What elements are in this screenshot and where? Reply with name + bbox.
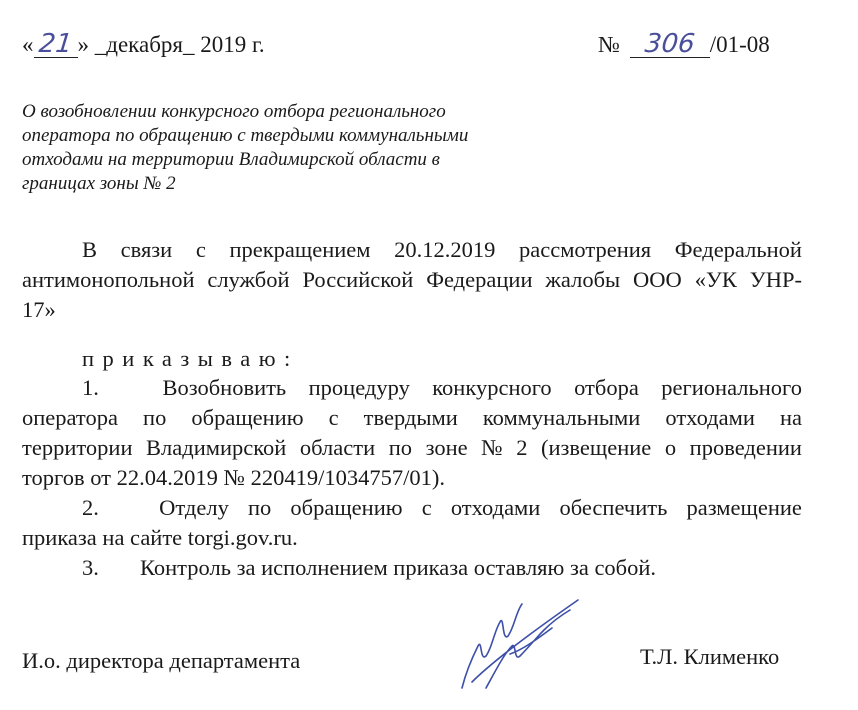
item-1-first-line: 1. Возобновить процедуру конкурсного отбора регионального xyxy=(22,373,802,403)
item-2-first-line: 2. Отделу по обращению с отходами обеспечить размещение xyxy=(22,493,802,523)
preamble-line: В связи с прекращением 20.12.2019 рассмотрения Федеральной xyxy=(82,237,802,262)
preamble-line: антимонопольной службой Российской Федерации жалобы ООО «УК УНР- xyxy=(22,267,802,292)
document-subject xyxy=(22,100,522,196)
date-day-slot xyxy=(34,29,78,59)
signatory-position: И.о. директора департамента xyxy=(22,648,301,673)
number-handwritten: 306 xyxy=(643,29,697,59)
date-close-quote: » _ xyxy=(77,32,107,57)
document-date xyxy=(22,30,265,60)
preamble-paragraph xyxy=(22,235,802,325)
handwritten-signature xyxy=(452,592,582,694)
item-1-last-line: торгов от 22.04.2019 № 220419/1034757/01). xyxy=(22,465,445,490)
subject-line: О возобновлении конкурсного отбора регионального xyxy=(22,101,446,122)
order-items xyxy=(22,373,802,583)
date-month: декабря xyxy=(106,32,183,57)
subject-line: отходами на территории Владимирской области в xyxy=(22,149,440,170)
number-suffix: /01-08 xyxy=(709,32,770,57)
document-number xyxy=(598,30,770,60)
number-sign: № xyxy=(598,32,620,57)
subject-line: границах зоны № 2 xyxy=(22,173,176,194)
date-year: _ 2019 г. xyxy=(182,32,265,57)
item-1-line: оператора по обращению с твердыми коммунальными отходами на xyxy=(22,405,802,430)
item-number: 3. xyxy=(82,555,99,580)
item-2-last-line: приказа на сайте torgi.gov.ru. xyxy=(22,525,298,550)
subject-line: оператора по обращению с твердыми коммунальными xyxy=(22,125,469,146)
date-open-quote: « xyxy=(22,32,34,57)
item-number: 1. xyxy=(82,375,99,400)
signatory-name: Т.Л. Клименко xyxy=(640,644,780,669)
item-1-line: территории Владимирской области по зоне № 2 (извещение о проведении xyxy=(22,435,802,460)
item-number: 2. xyxy=(82,495,99,520)
order-word: приказываю: xyxy=(82,346,299,371)
number-slot xyxy=(630,29,710,59)
preamble-line: 17» xyxy=(22,297,56,322)
date-day-handwritten: 21 xyxy=(37,29,74,59)
item-3-line: 3. Контроль за исполнением приказа оставляю за собой. xyxy=(22,553,802,583)
